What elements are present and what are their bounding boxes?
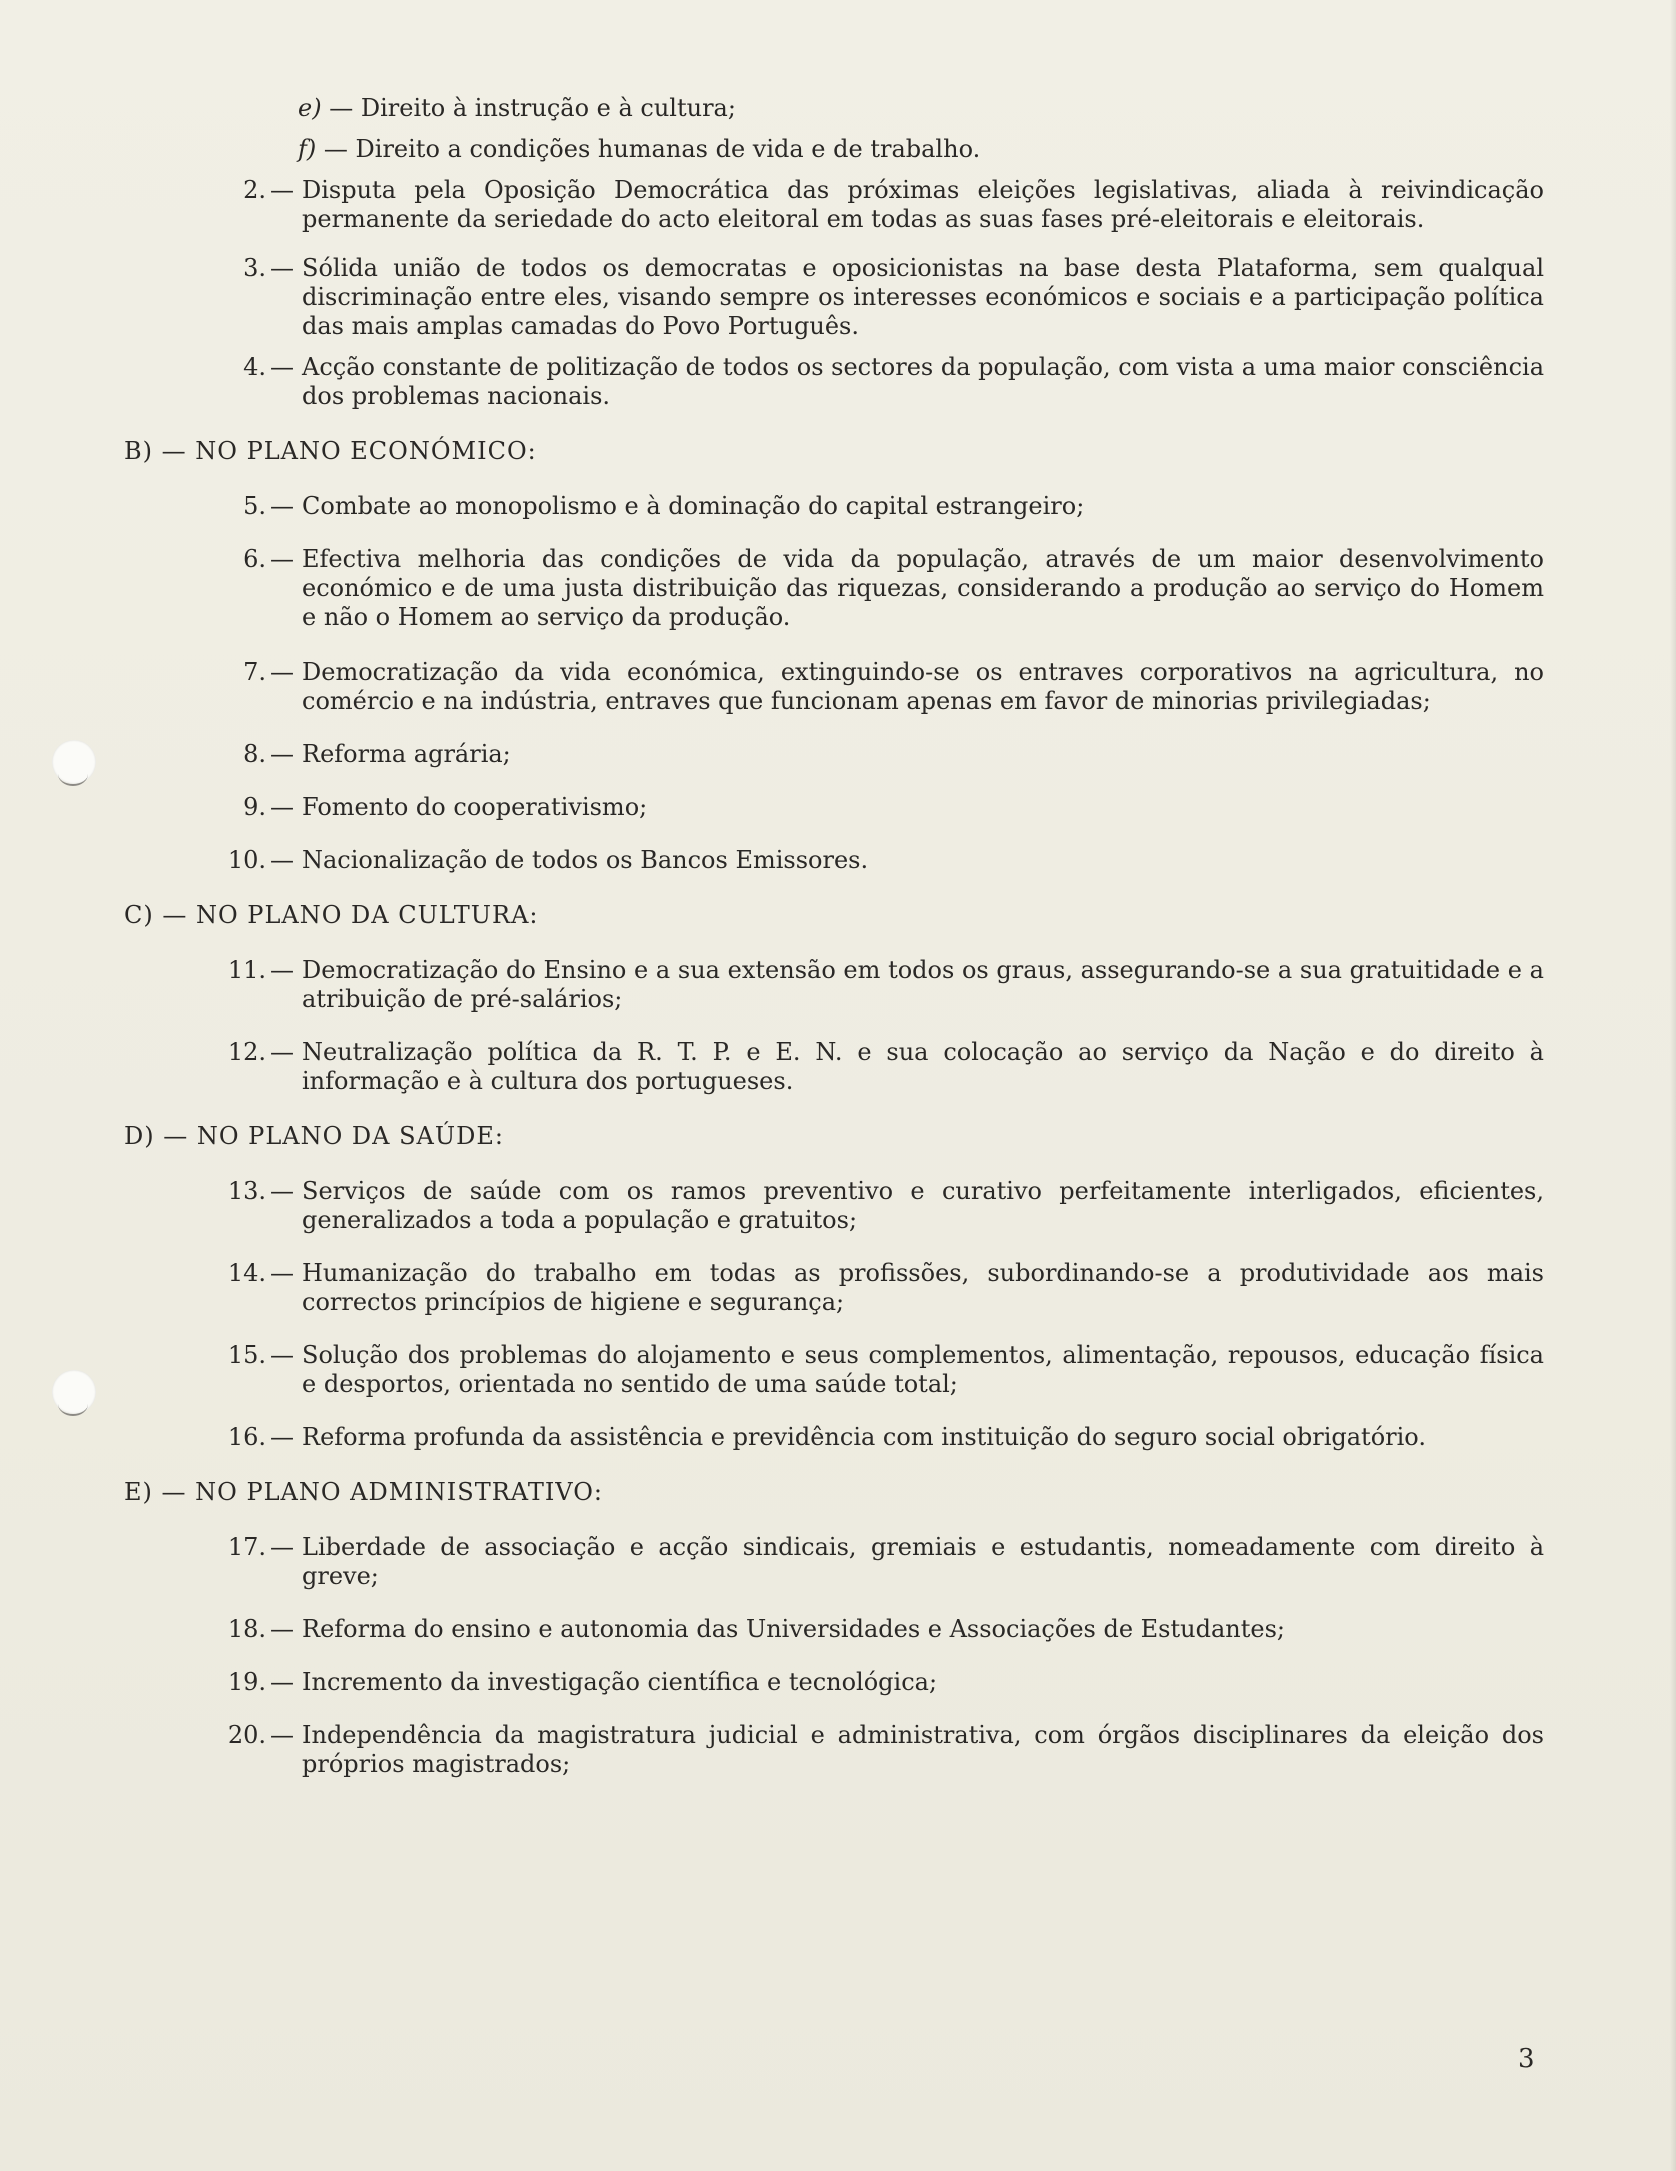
item-text: Acção constante de politização de todos os sectores da população, com vista a uma maior consciência dos problemas nacionais. [302, 353, 1544, 410]
item-number: 6. [243, 545, 266, 573]
document-body [124, 94, 1544, 1803]
section-heading-economico: B) — NO PLANO ECONÓMICO: [124, 437, 537, 465]
item-text: Solução dos problemas do alojamento e seus complementos, alimentação, repousos, educação física e desportos, orientada no sentido de uma saúde total; [302, 1341, 1544, 1398]
item-text: Fomento do cooperativismo; [302, 793, 648, 821]
item-number: 20. [227, 1721, 266, 1749]
item-text: Liberdade de associação e acção sindicais, gremiais e estudantis, nomeadamente com direito à greve; [302, 1533, 1544, 1590]
section-heading-administrativo: E) — NO PLANO ADMINISTRATIVO: [124, 1478, 603, 1506]
page-number: 3 [1518, 2044, 1535, 2074]
page-edge-shadow [1670, 0, 1676, 2171]
list-economico [124, 492, 1544, 875]
item-f-line: f) — Direito a condições humanas de vida e de trabalho. [298, 135, 981, 163]
item-number: 2. [243, 176, 266, 204]
item-text: Efectiva melhoria das condições de vida da população, através de um maior desenvolvimento económico e de uma justa distribuição das riquezas, considerando a produção ao serviço do Homem e não o Homem ao serviço da produção. [302, 545, 1544, 631]
item-number: 10. [227, 846, 266, 874]
item-number: 19. [227, 1668, 266, 1696]
item-text: Disputa pela Oposição Democrática das próximas eleições legislativas, aliada à reivindicação permanente da seriedade do acto eleitoral em todas as suas fases pré-eleitorais e eleitorais. [302, 176, 1544, 233]
list-item: 5. — Combate ao monopolismo e à dominação do capital estrangeiro; [124, 492, 1544, 521]
list-item: 20. — Independência da magistratura judicial e administrativa, com órgãos disciplinares da eleição dos próprios magistrados; [227, 1721, 1544, 1778]
item-text: Nacionalização de todos os Bancos Emissores. [302, 846, 869, 874]
list-general [124, 176, 1544, 411]
list-saude [124, 1177, 1544, 1452]
list-cultura [124, 956, 1544, 1096]
item-text: Reforma agrária; [302, 740, 511, 768]
item-text: Reforma profunda da assistência e previdência com instituição do seguro social obrigatório. [302, 1423, 1426, 1451]
item-text: Direito a condições humanas de vida e de trabalho. [355, 135, 981, 163]
list-item: 6. — Efectiva melhoria das condições de vida da população, através de um maior desenvolvimento económico e de uma justa distribuição das riquezas, considerando a produção ao serviço do Homem e não o Homem ao serviço da produção. [243, 545, 1544, 631]
item-number: 11. [227, 956, 266, 984]
item-number: 5. [243, 492, 266, 520]
list-item: 2. — Disputa pela Oposição Democrática das próximas eleições legislativas, aliada à reivindicação permanente da seriedade do acto eleitoral em todas as suas fases pré-eleitorais e eleitorais. [243, 176, 1544, 233]
item-text: Reforma do ensino e autonomia das Universidades e Associações de Estudantes; [302, 1615, 1285, 1643]
item-number: 9. [243, 793, 266, 821]
list-item: 15. — Solução dos problemas do alojamento e seus complementos, alimentação, repousos, educação física e desportos, orientada no sentido de uma saúde total; [227, 1341, 1544, 1398]
list-administrativo [124, 1533, 1544, 1779]
item-number: 18. [227, 1615, 266, 1643]
item-number: 3. [243, 254, 266, 282]
item-number: 14. [227, 1259, 266, 1287]
punch-hole-upper [52, 740, 96, 784]
item-number: 7. [243, 658, 266, 686]
list-item: 8. — Reforma agrária; [124, 740, 1544, 769]
list-item: 11. — Democratização do Ensino e a sua extensão em todos os graus, assegurando-se a sua gratuitidade e a atribuição de pré-salários; [227, 956, 1544, 1013]
list-item: 4. — Acção constante de politização de todos os sectores da população, com vista a uma maior consciência dos problemas nacionais. [243, 353, 1544, 410]
list-item: 3. — Sólida união de todos os democratas e oposicionistas na base desta Plataforma, sem qualqual discriminação entre eles, visando sempre os interesses económicos e sociais e a participação política das mais amplas camadas do Povo Português. [243, 254, 1544, 340]
item-text: Serviços de saúde com os ramos preventivo e curativo perfeitamente interligados, eficientes, generalizados a toda a população e gratuitos; [302, 1177, 1544, 1234]
punch-hole-lower [52, 1370, 96, 1414]
item-number: 13. [227, 1177, 266, 1205]
list-item: 12. — Neutralização política da R. T. P. e E. N. e sua colocação ao serviço da Nação e do direito à informação e à cultura dos portugueses. [227, 1038, 1544, 1095]
item-number: 8. [243, 740, 266, 768]
item-text: Combate ao monopolismo e à dominação do capital estrangeiro; [302, 492, 1085, 520]
item-number: 12. [227, 1038, 266, 1066]
item-text: Incremento da investigação científica e tecnológica; [302, 1668, 938, 1696]
item-number: 15. [227, 1341, 266, 1369]
item-text: Democratização da vida económica, extinguindo-se os entraves corporativos na agricultura, no comércio e na indústria, entraves que funcionam apenas em favor de minorias privilegiadas; [302, 658, 1544, 715]
item-text: Neutralização política da R. T. P. e E. N. e sua colocação ao serviço da Nação e do direito à informação e à cultura dos portugueses. [302, 1038, 1544, 1095]
list-item: 17. — Liberdade de associação e acção sindicais, gremiais e estudantis, nomeadamente com direito à greve; [227, 1533, 1544, 1590]
item-text: Independência da magistratura judicial e administrativa, com órgãos disciplinares da eleição dos próprios magistrados; [302, 1721, 1544, 1778]
item-number: 4. [243, 353, 266, 381]
item-number: 16. [227, 1423, 266, 1451]
item-letter: e) [298, 94, 322, 122]
list-item: 7. — Democratização da vida económica, extinguindo-se os entraves corporativos na agricultura, no comércio e na indústria, entraves que funcionam apenas em favor de minorias privilegiadas; [243, 658, 1544, 715]
list-item: 10. — Nacionalização de todos os Bancos Emissores. [124, 846, 1544, 875]
list-item: 9. — Fomento do cooperativismo; [124, 793, 1544, 822]
item-text: Sólida união de todos os democratas e oposicionistas na base desta Plataforma, sem qualqual discriminação entre eles, visando sempre os interesses económicos e sociais e a participação política das mais amplas camadas do Povo Português. [302, 254, 1544, 340]
list-item: 14. — Humanização do trabalho em todas as profissões, subordinando-se a produtividade aos mais correctos princípios de higiene e segurança; [227, 1259, 1544, 1316]
list-item: 18. — Reforma do ensino e autonomia das Universidades e Associações de Estudantes; [124, 1615, 1544, 1644]
list-item: 16. — Reforma profunda da assistência e previdência com instituição do seguro social obrigatório. [124, 1423, 1544, 1452]
list-item: 13. — Serviços de saúde com os ramos preventivo e curativo perfeitamente interligados, eficientes, generalizados a toda a população e gratuitos; [227, 1177, 1544, 1234]
item-text: Humanização do trabalho em todas as profissões, subordinando-se a produtividade aos mais correctos princípios de higiene e segurança; [302, 1259, 1544, 1316]
item-number: 17. [227, 1533, 266, 1561]
item-letter: f) [298, 135, 317, 163]
section-heading-saude: D) — NO PLANO DA SAÚDE: [124, 1122, 504, 1150]
item-text: Direito à instrução e à cultura; [360, 94, 736, 122]
item-e-line: e) — Direito à instrução e à cultura; [298, 94, 736, 122]
section-heading-cultura: C) — NO PLANO DA CULTURA: [124, 901, 539, 929]
item-text: Democratização do Ensino e a sua extensão em todos os graus, assegurando-se a sua gratuitidade e a atribuição de pré-salários; [302, 956, 1544, 1013]
list-item: 19. — Incremento da investigação científica e tecnológica; [124, 1668, 1544, 1697]
